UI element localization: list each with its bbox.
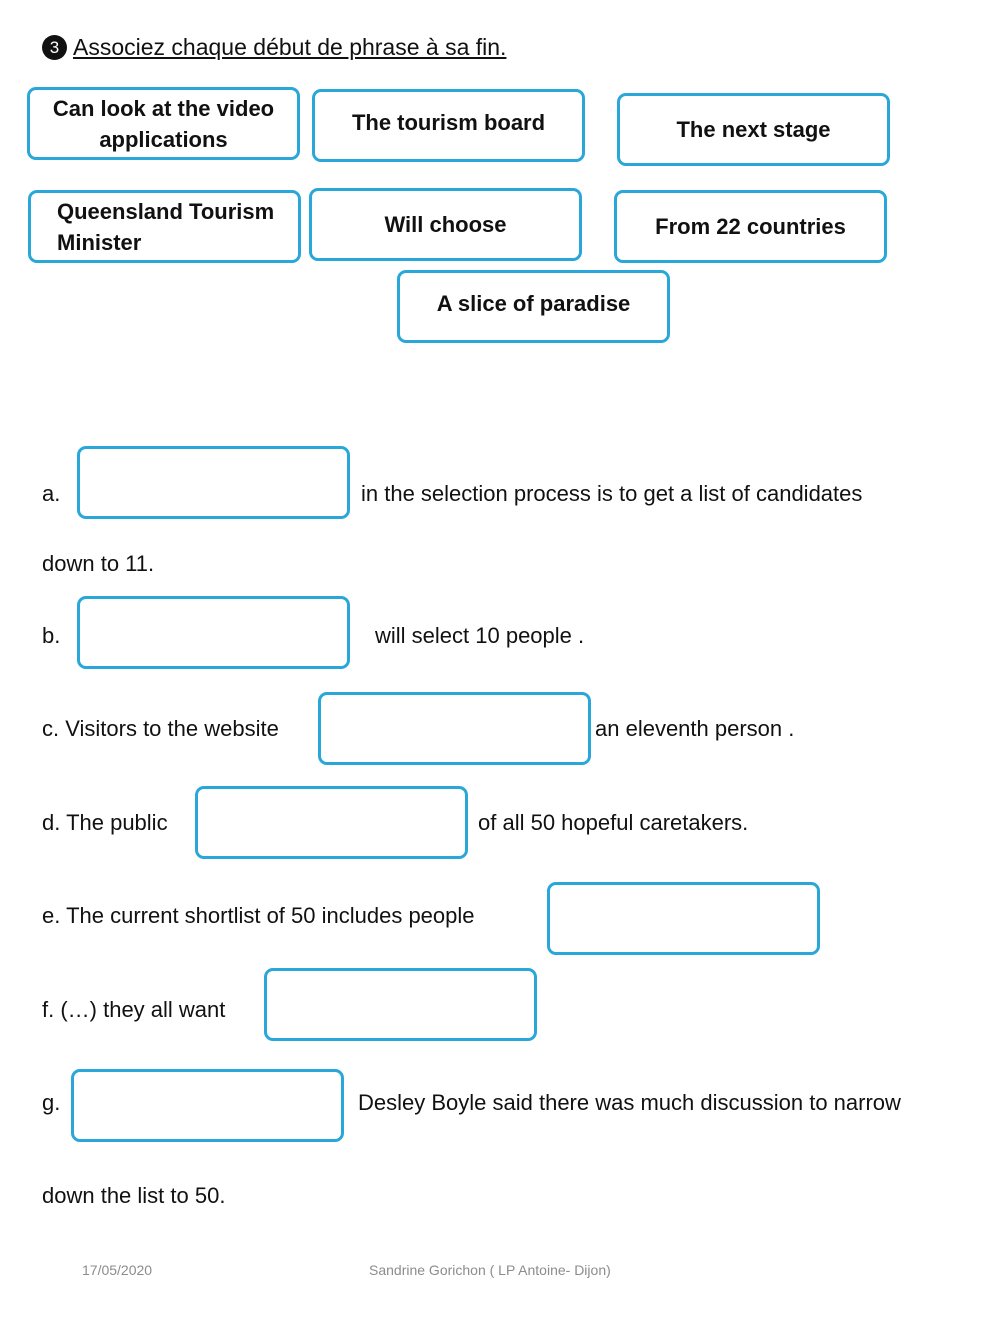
footer-date: 17/05/2020 <box>82 1262 153 1278</box>
number-badge: 3 <box>42 35 67 60</box>
chip-next-stage[interactable]: The next stage <box>617 93 890 166</box>
footer-author: Sandrine Gorichon ( LP Antoine- Dijon) <box>369 1262 611 1278</box>
question-g-suffix: Desley Boyle said there was much discussion to narrow <box>358 1090 901 1115</box>
question-b-suffix: will select 10 people . <box>375 623 585 648</box>
chip-slice-of-paradise[interactable]: A slice of paradise <box>397 270 670 343</box>
question-d-prefix: d. The public <box>42 810 168 835</box>
question-e-prefix: e. The current shortlist of 50 includes people <box>42 903 475 928</box>
chip-video-applications[interactable]: Can look at the video applications <box>27 87 300 160</box>
drop-zone-e[interactable] <box>547 882 820 955</box>
drop-zone-f[interactable] <box>264 968 537 1041</box>
question-g-continuation: down the list to 50. <box>42 1183 226 1208</box>
question-g-prefix: g. <box>42 1090 61 1115</box>
drop-zone-c[interactable] <box>318 692 591 765</box>
drop-zone-a[interactable] <box>77 446 350 519</box>
instruction-heading <box>42 34 506 61</box>
question-a-suffix: in the selection process is to get a list of candidates <box>361 481 863 506</box>
chip-will-choose[interactable]: Will choose <box>309 188 582 261</box>
question-f-prefix: f. (…) they all want <box>42 997 226 1022</box>
question-a-prefix: a. <box>42 481 61 506</box>
question-b-prefix: b. <box>42 623 61 648</box>
question-d-suffix: of all 50 hopeful caretakers. <box>478 810 749 835</box>
chip-queensland-minister[interactable]: Queensland Tourism Minister <box>28 190 301 263</box>
question-c-suffix: an eleventh person . <box>595 716 795 741</box>
drop-zone-b[interactable] <box>77 596 350 669</box>
drop-zone-d[interactable] <box>195 786 468 859</box>
chip-tourism-board[interactable]: The tourism board <box>312 89 585 162</box>
question-c-prefix: c. Visitors to the website <box>42 716 279 741</box>
question-a-continuation: down to 11. <box>42 551 155 576</box>
instruction-text: Associez chaque début de phrase à sa fin. <box>73 34 507 60</box>
chip-from-22-countries[interactable]: From 22 countries <box>614 190 887 263</box>
drop-zone-g[interactable] <box>71 1069 344 1142</box>
